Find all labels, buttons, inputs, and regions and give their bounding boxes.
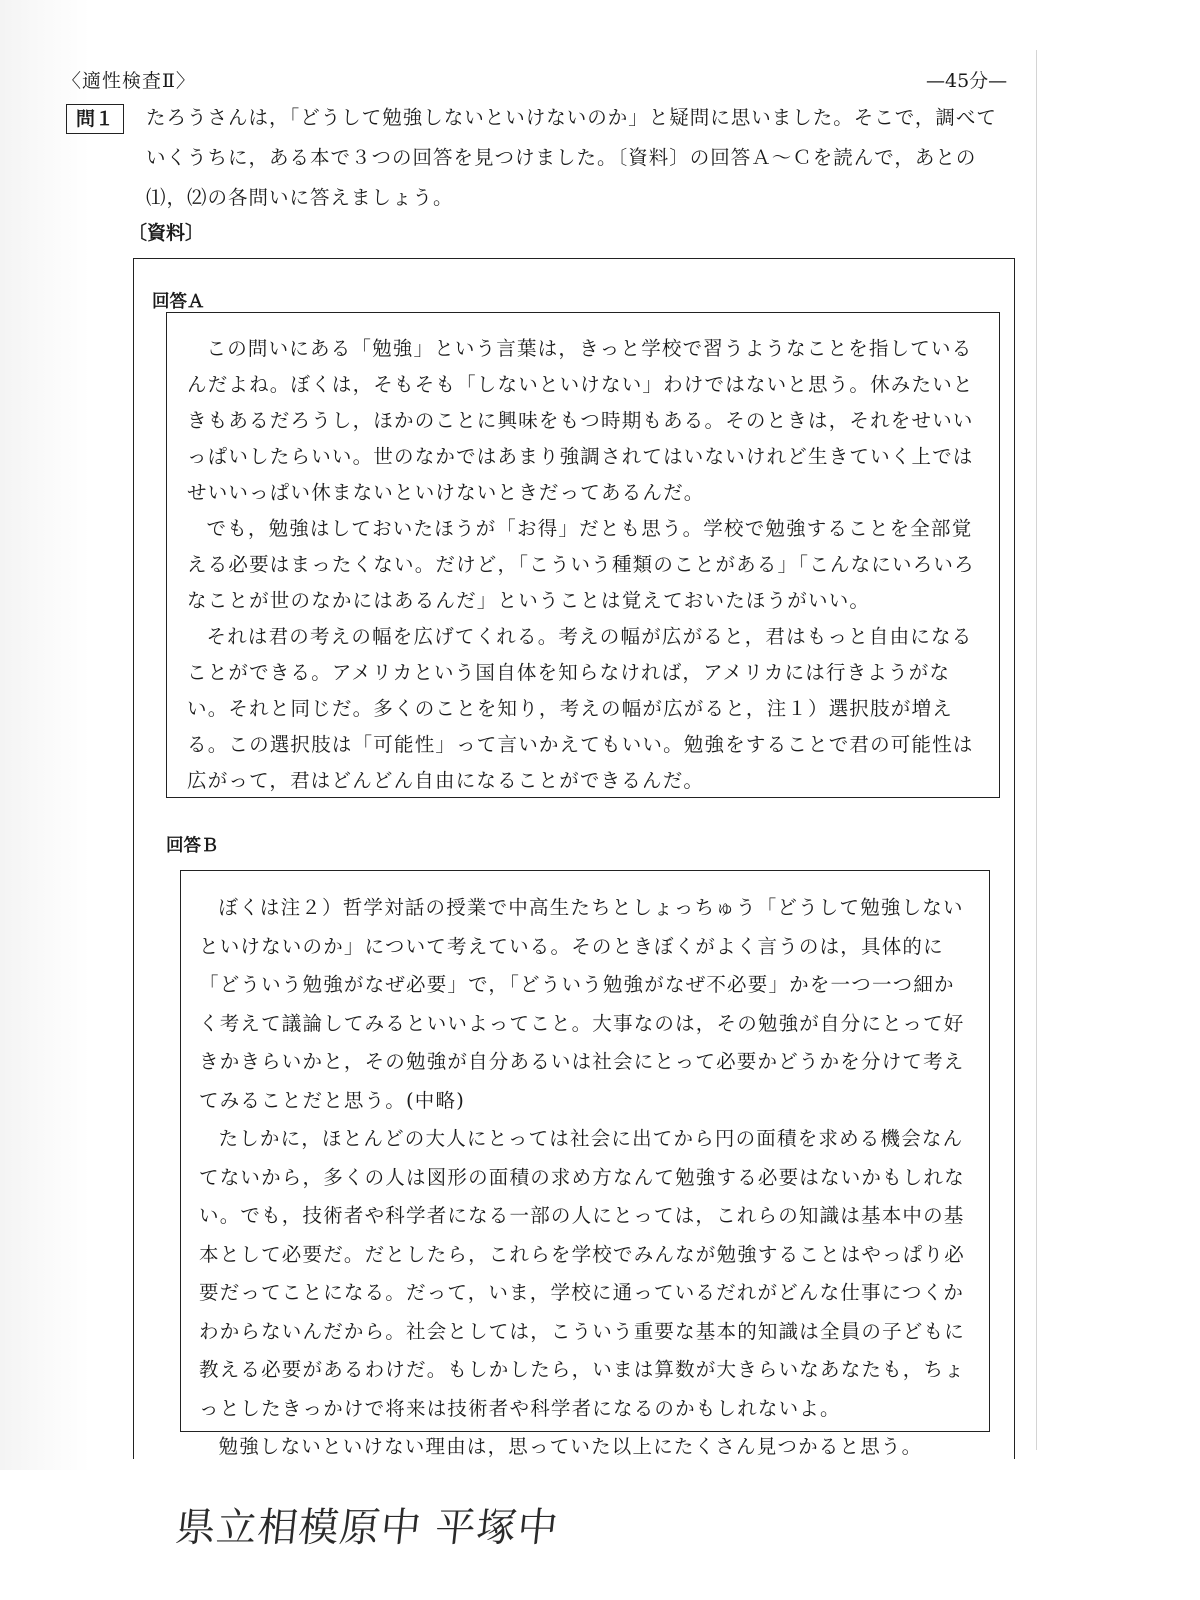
answer-a-paragraph: それは君の考えの幅を広げてくれる。考えの幅が広がると，君はもっと自由になることができる。アメリカという国自体を知らなければ，アメリカには行きようがない。それと同じだ。多くのことを知り，考えの幅が広がると，注１）選択肢が増える。この選択肢は「可能性」って言いかえてもいい。勉強をすることで君の可能性は広がって，君はどんどん自由になることができるんだ。 bbox=[187, 625, 974, 792]
section-label: 〈適性検査Ⅱ〉 bbox=[62, 70, 196, 92]
time-limit: —45分— bbox=[926, 70, 1008, 92]
answer-b-paragraph: たしかに，ほとんどの大人にとっては社会に出てから円の面積を求める機会なんてないから，多くの人は図形の面積の求め方なんて勉強する必要はないかもしれない。でも，技術者や科学者になる一部の人にとっては，これらの知識は基本中の基本として必要だ。だとしたら，これらを学校でみんなが勉強することはやっぱり必要だってことになる。だって，いま，学校に通っているだれがどんな仕事につくかわからないんだから。社会としては，こういう重要な基本的知識は全員の子どもに教える必要があるわけだ。もしかしたら，いまは算数が大きらいなあなたも，ちょっとしたきっかけで将来は技術者や科学者になるのかもしれないよ。 bbox=[199, 1127, 965, 1420]
scan-shadow bbox=[0, 0, 90, 1470]
answer-b-paragraph: ぼくは注２）哲学対話の授業で中高生たちとしょっちゅう「どうして勉強しないといけないのか」について考えている。そのときぼくがよく言うのは，具体的に「どういう勉強がなぜ必要」で，「どういう勉強がなぜ不必要」かを一つ一つ細かく考えて議論してみるといいよってこと。大事なのは，その勉強が自分にとって好きかきらいかと，その勉強が自分あるいは社会にとって必要かどうかを分けて考えてみることだと思う。(中略) bbox=[199, 896, 965, 1112]
handwritten-school-note: 県立相模原中 平塚中 bbox=[173, 1505, 561, 1551]
answer-a-title: 回答Ａ bbox=[152, 292, 205, 312]
source-label: 〔資料〕 bbox=[128, 222, 205, 244]
answer-a-box bbox=[166, 312, 1000, 798]
answer-b-title: 回答Ｂ bbox=[166, 836, 219, 856]
answer-b-paragraph: 勉強しないといけない理由は，思っていた以上にたくさん見つかると思う。 bbox=[218, 1435, 923, 1458]
answer-a-paragraph: この問いにある「勉強」という言葉は，きっと学校で習うようなことを指しているんだよね。ぼくは，そもそも「しないといけない」わけではないと思う。休みたいときもあるだろうし，ほかのことに興味をもつ時期もある。そのときは，それをせいいっぱいしたらいい。世のなかではあまり強調されてはいないけれど生きていく上ではせいいっぱい休まないといけないときだってあるんだ。 bbox=[187, 337, 974, 504]
question-number-badge: 問１ bbox=[66, 104, 124, 134]
answer-a-paragraph: でも，勉強はしておいたほうが「お得」だとも思う。学校で勉強することを全部覚える必要はまったくない。だけど，「こういう種類のことがある」「こんなにいろいろなことが世のなかにはあるんだ」ということは覚えておいたほうがいい。 bbox=[187, 517, 975, 612]
question-intro: たろうさんは，「どうして勉強しないといけないのか」と疑問に思いました。そこで，調べていくうちに，ある本で３つの回答を見つけました。〔資料〕の回答Ａ～Ｃを読んで，あとの⑴，⑵の各問いに答えましょう。 bbox=[146, 106, 997, 209]
page-edge-line bbox=[1036, 50, 1037, 1450]
answer-b-box bbox=[180, 870, 990, 1458]
